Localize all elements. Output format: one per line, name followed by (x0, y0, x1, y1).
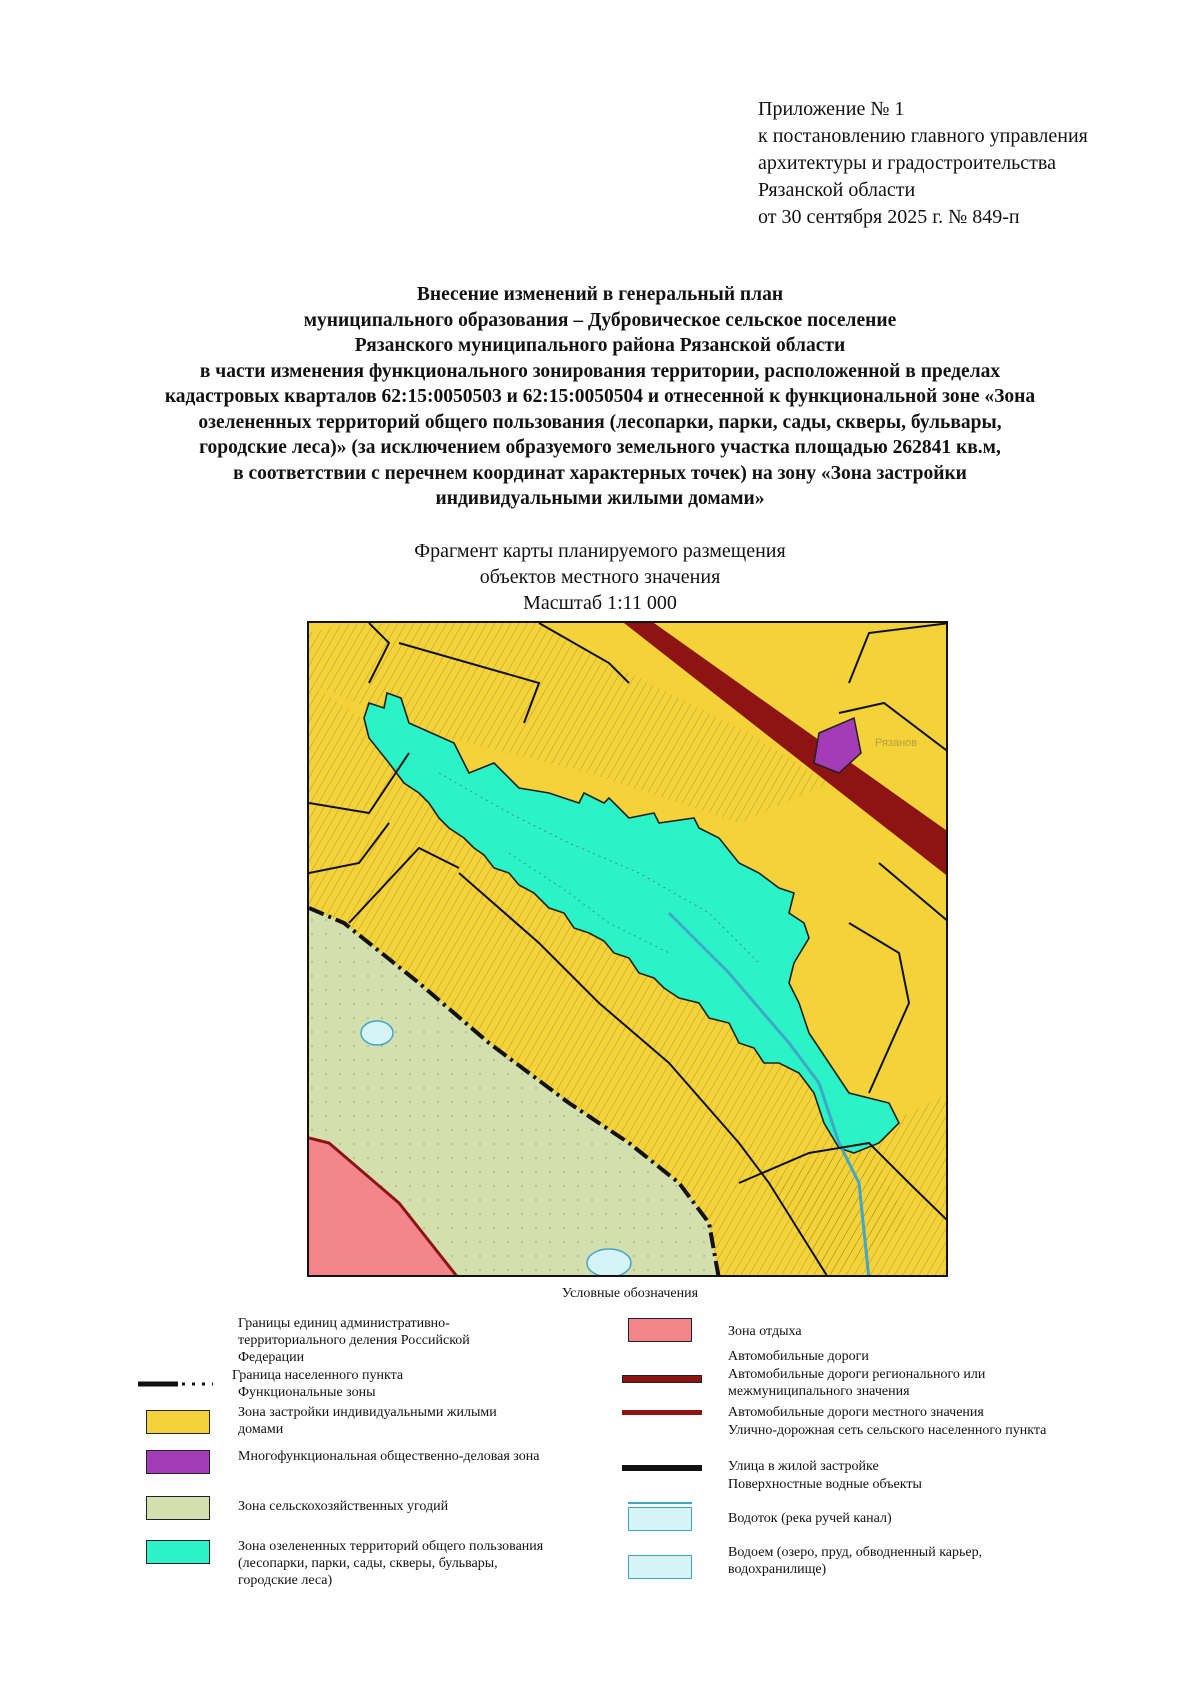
legend-agri-label: Зона сельскохозяйственных угодий (238, 1499, 449, 1514)
legend-business-label: Многофункциональная общественно-деловая зона (238, 1449, 540, 1464)
waterbody-pond (587, 1249, 631, 1277)
legend-settlement-boundary-label: Граница населенного пункта (232, 1368, 404, 1383)
legend-swatch-business (146, 1450, 210, 1474)
title-line: муниципального образования – Дубровическое сельское поселение (303, 309, 897, 331)
legend-admin-boundaries-label: Границы единиц административно-территориального деления Российской Федерации (238, 1316, 470, 1365)
legend-water-objects-label: Поверхностные водные объекты (728, 1477, 922, 1492)
legend-watercourse-label: Водоток (река ручей канал) (728, 1511, 892, 1526)
document-title (100, 282, 1100, 512)
map-caption-line: Фрагмент карты планируемого размещения (414, 540, 786, 562)
title-line: в части изменения функционального зонирования территории, расположенной в пределах (199, 360, 1001, 382)
map-street-label: Рязанов (875, 737, 918, 749)
legend-functional-zones-label: Функциональные зоны (238, 1385, 376, 1400)
legend-street-residential-label: Улица в жилой застройке (728, 1459, 879, 1474)
road-regional-symbol (622, 1375, 702, 1383)
title-line: кадастровых кварталов 62:15:0050503 и 62:15:0050504 и отнесенной к функциональной зоне «Зона (164, 386, 1036, 407)
title-line: Внесение изменений в генеральный план (416, 284, 784, 305)
legend-road-local-label: Автомобильные дороги местного значения (728, 1405, 984, 1420)
map-scale: Масштаб 1:11 000 (523, 592, 677, 614)
legend-swatch-agri (146, 1496, 210, 1520)
appendix-date-line: от 30 сентября 2025 г. № 849-п (758, 206, 1020, 228)
appendix-block (758, 96, 1178, 231)
map-fragment (307, 621, 948, 1277)
legend-swatch-recreation (628, 1318, 692, 1342)
legend-road-regional-label: Автомобильные дороги регионального или межмуниципального значения (728, 1367, 986, 1399)
appendix-authority-line: архитектуры и градостроительства (758, 152, 1056, 174)
appendix-decree-line: к постановлению главного управления (758, 125, 1088, 147)
title-line: городские леса)» (за исключением образуемого земельного участка площадью 262841 кв.м, (199, 437, 1001, 458)
legend-swatch-watercourse (628, 1507, 692, 1531)
map-caption (200, 538, 1000, 616)
legend-recreation-label: Зона отдыха (728, 1324, 802, 1339)
title-line: индивидуальными жилыми домами» (435, 488, 765, 509)
legend-swatch-waterbody (628, 1555, 692, 1579)
legend-waterbody-label: Водоем (озеро, пруд, обводненный карьер, водохранилище) (728, 1545, 983, 1577)
title-line: Рязанского муниципального района Рязанской области (354, 335, 846, 356)
appendix-region-line: Рязанской области (758, 179, 916, 201)
legend-green-label: Зона озелененных территорий общего пользования (лесопарки, парки, сады, скверы, бульвары, городские леса) (238, 1539, 544, 1588)
settlement-boundary-symbol (138, 1374, 213, 1380)
appendix-number: Приложение № 1 (758, 98, 905, 120)
legend-swatch-green (146, 1540, 210, 1564)
legend-street-network-label: Улично-дорожная сеть сельского населенного пункта (728, 1423, 1047, 1438)
street-residential-symbol (622, 1465, 702, 1471)
watercourse-symbol-line (628, 1502, 692, 1504)
title-line: в соответствии с перечнем координат характерных точек) на зону «Зона застройки (233, 462, 967, 484)
legend-roads-label: Автомобильные дороги (728, 1349, 869, 1364)
waterbody-pond (361, 1021, 393, 1045)
legend-residential-label: Зона застройки индивидуальными жилыми домами (238, 1405, 497, 1437)
map-canvas (309, 623, 948, 1277)
road-local-symbol (622, 1410, 702, 1415)
legend-swatch-residential (146, 1410, 210, 1434)
title-line: озелененных территорий общего пользования (лесопарки, парки, сады, скверы, бульвары, (198, 411, 1002, 433)
legend-title: Условные обозначения (561, 1286, 699, 1301)
map-caption-line: объектов местного значения (479, 566, 721, 588)
